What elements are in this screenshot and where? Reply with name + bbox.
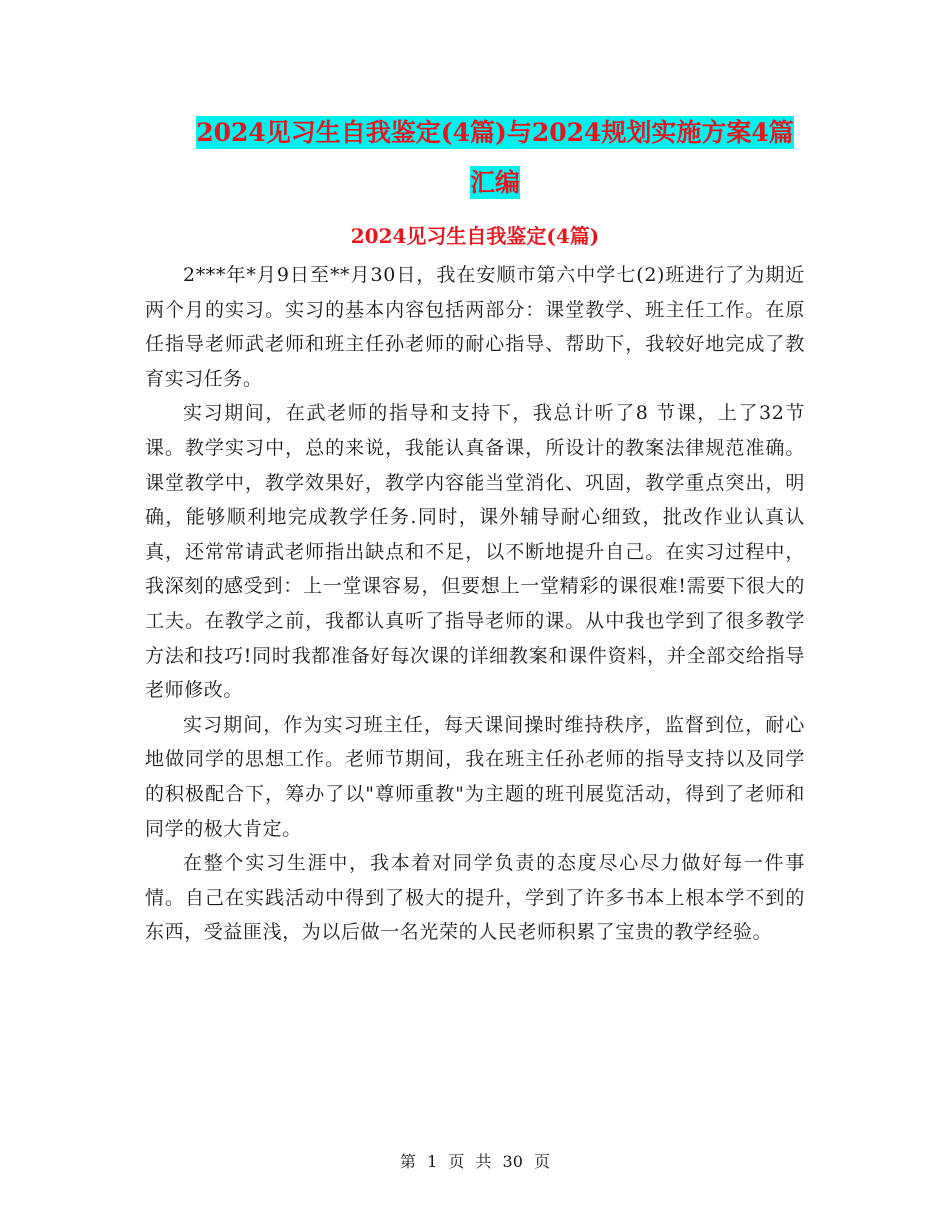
document-title-line-2: 汇编 — [469, 168, 520, 197]
paragraph: 实习期间，作为实习班主任，每天课间操时维持秩序，监督到位，耐心地做同学的思想工作。老师节期间，我在班主任孙老师的指导支持以及同学的积极配合下，筹办了以"尊师重教"为主题的班刊展览活动，得到了老师和同学的极大肯定。 — [145, 713, 805, 840]
paragraph: 在整个实习生涯中，我本着对同学负责的态度尽心尽力做好每一件事情。自己在实践活动中得到了极大的提升，学到了许多书本上根本学不到的东西，受益匪浅，为以后做一名光荣的人民老师积累了宝贵的教学经验。 — [145, 852, 805, 944]
document-title — [120, 108, 870, 208]
document-title-line-1: 2024见习生自我鉴定(4篇)与2024规划实施方案4篇 — [196, 118, 794, 147]
paragraph: 2***年*月9日至**月30日，我在安顺市第六中学七(2)班进行了为期近两个月的实习。实习的基本内容包括两部分：课堂教学、班主任工作。在原任指导老师武老师和班主任孙老师的耐心指导、帮助下，我较好地完成了教育实习任务。 — [145, 264, 805, 390]
paragraph: 实习期间，在武老师的指导和支持下，我总计听了8 节课，上了32节课。教学实习中，总的来说，我能认真备课，所设计的教案法律规范准确。课堂教学中，教学效果好，教学内容能当堂消化、巩固，教学重点突出，明确，能够顺利地完成教学任务.同时，课外辅导耐心细致，批改作业认真认真，还常常请武老师指出缺点和不足，以不断地提升自己。在实习过程中，我深刻的感受到：上一堂课容易，但要想上一堂精彩的课很难!需要下很大的工夫。在教学之前，我都认真听了指导老师的课。从中我也学到了很多教学方法和技巧!同时我都准备好每次课的详细教案和课件资料，并全部交给指导老师修改。 — [145, 402, 805, 702]
page-number-footer: 第 1 页 共 30 页 — [400, 1152, 550, 1171]
section-heading: 2024见习生自我鉴定(4篇) — [350, 224, 600, 248]
document-body — [145, 258, 805, 950]
